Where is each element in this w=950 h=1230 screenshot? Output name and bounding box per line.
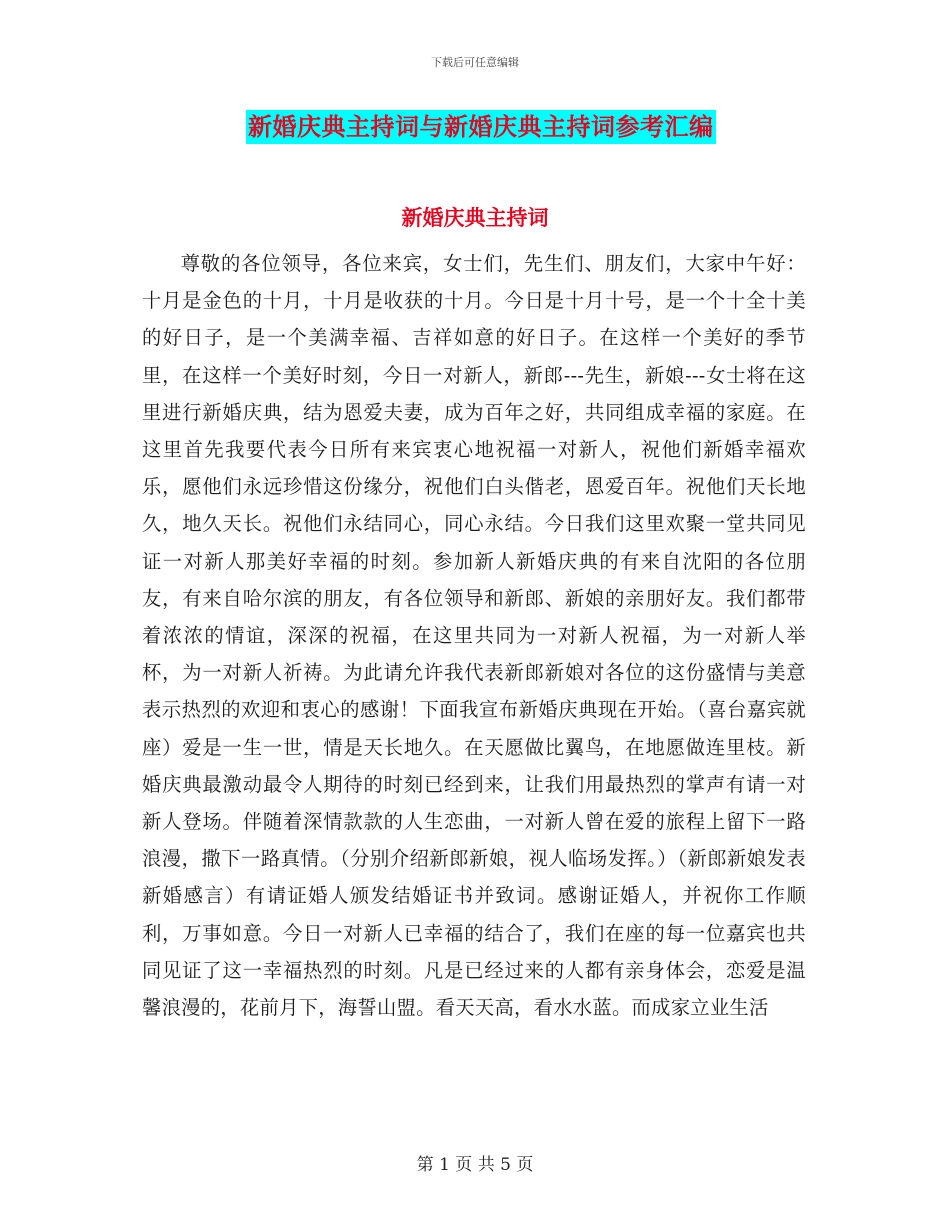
section-title: 新婚庆典主持词 — [401, 205, 549, 230]
header-note: 下载后可任意编辑 — [431, 56, 519, 69]
document-title: 新婚庆典主持词与新婚庆典主持词参考汇编 — [246, 110, 716, 144]
page-number-footer: 第 1 页 共 5 页 — [416, 1155, 534, 1175]
body-text-block — [142, 245, 806, 1026]
body-paragraph: 尊敬的各位领导，各位来宾，女士们，先生们、朋友们，大家中午好：十月是金色的十月，十月是收获的十月。今日是十月十号，是一个十全十美的好日子，是一个美满幸福、吉祥如意的好日子。在这样一个美好的季节里，在这样一个美好时刻，今日一对新人，新郎---先生，新娘---女士将在这里进行新婚庆典，结为恩爱夫妻，成为百年之好，共同组成幸福的家庭。在这里首先我要代表今日所有来宾衷心地祝福一对新人，祝他们新婚幸福欢乐，愿他们永远珍惜这份缘分，祝他们白头偕老，恩爱百年。祝他们天长地久，地久天长。祝他们永结同心，同心永结。今日我们这里欢聚一堂共同见证一对新人那美好幸福的时刻。参加新人新婚庆典的有来自沈阳的各位朋友，有来自哈尔滨的朋友，有各位领导和新郎、新娘的亲朋好友。我们都带着浓浓的情谊，深深的祝福，在这里共同为一对新人祝福，为一对新人举杯，为一对新人祈祷。为此请允许我代表新郎新娘对各位的这份盛情与美意表示热烈的欢迎和衷心的感谢！下面我宣布新婚庆典现在开始。（喜台嘉宾就座）爱是一生一世，情是天长地久。在天愿做比翼鸟，在地愿做连里枝。新婚庆典最激动最令人期待的时刻已经到来，让我们用最热烈的掌声有请一对新人登场。伴随着深情款款的人生恋曲，一对新人曾在爱的旅程上留下一路浪漫，撒下一路真情。（分别介绍新郎新娘，视人临场发挥。）（新郎新娘发表新婚感言）有请证婚人颁发结婚证书并致词。感谢证婚人，并祝你工作顺利，万事如意。今日一对新人已幸福的结合了，我们在座的每一位嘉宾也共同见证了这一幸福热烈的时刻。凡是已经过来的人都有亲身体会，恋爱是温馨浪漫的，花前月下，海誓山盟。看天天高，看水水蓝。而成家立业生活 — [142, 252, 806, 1020]
